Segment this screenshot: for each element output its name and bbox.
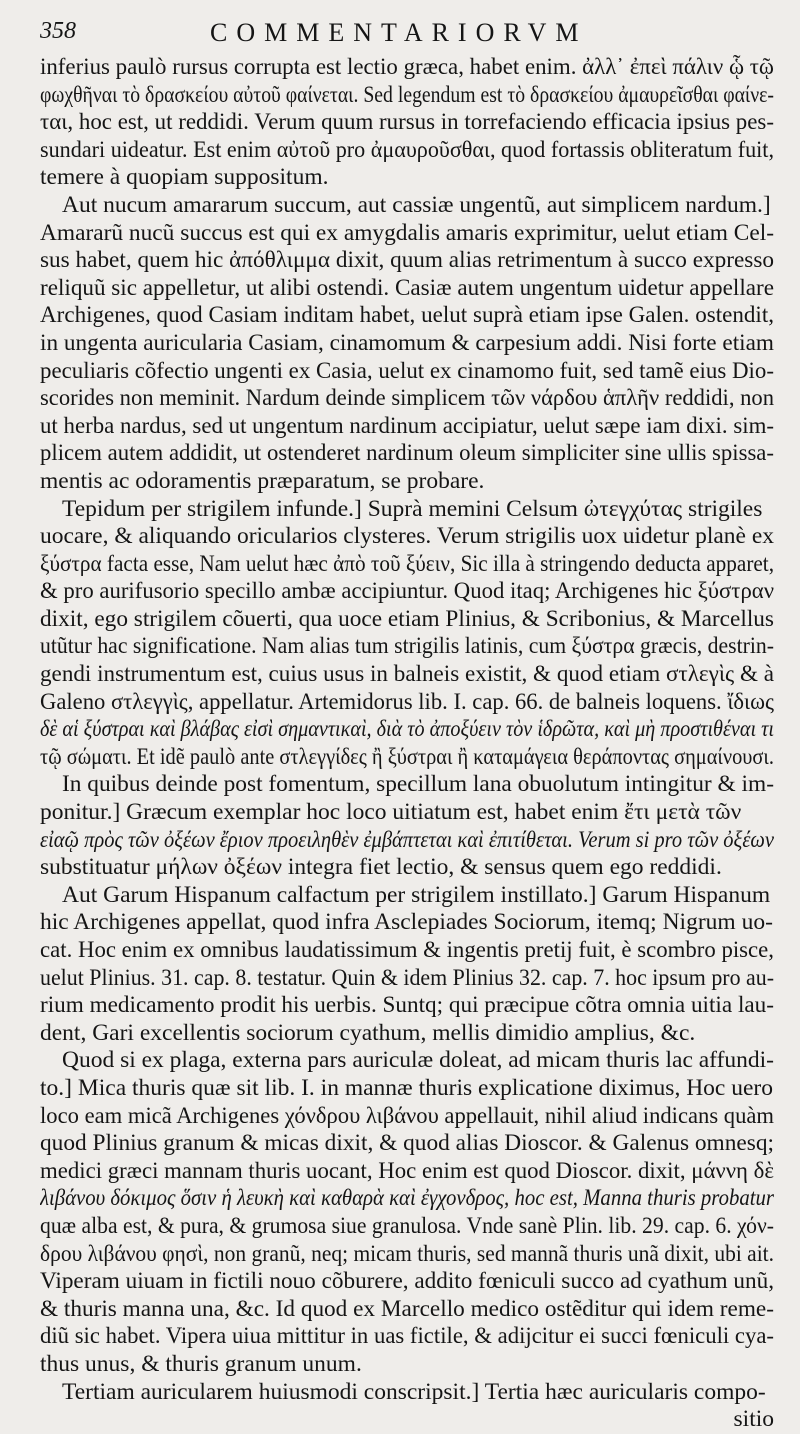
- text-line: utũtur hac significatione. Nam alias tum strigilis latinis, cum ξύστρα græcis, destrin-: [40, 633, 774, 660]
- greek-line: δὲ αἱ ξύστραι καὶ βλάβας εἰσὶ σημαντικαὶ, διὰ τὸ ἀποξύειν τὸν ἱδρῶτα, καὶ μὴ προστιθέναι τι: [40, 716, 774, 743]
- text-line: quæ alba est, & pura, & grumosa siue granulosa. Vnde sanè Plin. lib. 29. cap. 6. χόν-: [40, 1212, 774, 1239]
- text-line: Viperam uiuam in fictili nouo cõburere, addito fœniculi succo ad cyathum unũ,: [40, 1268, 774, 1295]
- text-line: & pro aurifusorio specillo ambæ accipiuntur. Quod itaq; Archigenes hic ξύστραν: [40, 578, 774, 605]
- lemma-line: In quibus deinde post fomentum, specillum lana obuolutum intingitur & im-: [62, 771, 774, 798]
- text-line: sus habet, quem hic ἀπόθλιμμα dixit, quum alias retrimentum à succo expresso: [40, 247, 774, 274]
- text-line: quod Plinius granum & micas dixit, & quod alias Dioscor. & Galenus omnesq;: [40, 1130, 774, 1157]
- lemma-line: Aut nucum amararum succum, aut cassiæ ungentũ, aut simplicem nardum.]: [62, 191, 771, 218]
- text-line: cat. Hoc enim ex omnibus laudatissimum & ingentis pretij fuit, è scombro pisce,: [40, 937, 774, 963]
- catchword: sitio: [733, 1406, 774, 1433]
- lemma-line: Tepidum per strigilem infunde.] Suprà memini Celsum ὠτεγχύτας strigiles: [62, 495, 763, 522]
- greek-line: λιβάνου δόκιμος ὅσιν ἡ λευκὴ καὶ καθαρὰ καὶ ἐγχονδρος, hoc est, Manna thuris probatur: [40, 1185, 774, 1212]
- lemma-line: Aut Garum Hispanum calfactum per strigilem instillato.] Garum Hispanum: [62, 881, 771, 908]
- text-line: sundari uideatur. Est enim αὐτοῦ pro ἀμαυροῦσθαι, quod fortassis obliteratum fuit,: [40, 136, 774, 163]
- text-line: Galeno στλεγγὶς, appellatur. Artemidorus lib. I. cap. 66. de balneis loquens. ἴδιως: [40, 688, 774, 715]
- text-line: inferius paulò rursus corrupta est lectio græca, habet enim. ἀλλ᾽ ἐπεὶ πάλιν ᾧ τῷ: [40, 54, 774, 80]
- page-header: [40, 18, 774, 54]
- text-line: ξύστρα facta esse, Nam uelut hæc ἀπὸ τοῦ ξύειν, Sic illa à stringendo deducta apparet,: [40, 550, 774, 577]
- text-line: uelut Plinius. 31. cap. 8. testatur. Quin & idem Plinius 32. cap. 7. hoc ipsum pro au-: [40, 964, 774, 991]
- text-line: gendi instrumentum est, cuius usus in balneis existit, & quod etiam στλεγὶς & à: [40, 661, 774, 688]
- text-line: diũ sic habet. Vipera uiua mittitur in uas fictile, & adijcitur ei succi fœniculi cya-: [40, 1323, 774, 1350]
- text-line: & thuris manna una, &c. Id quod ex Marcello medico ostẽditur qui idem reme-: [40, 1295, 774, 1322]
- text-line: peculiaris cõfectio ungenti ex Casia, uelut ex cinamomo fuit, sed tamẽ eius Dio-: [40, 357, 774, 384]
- text-line: rium medicamento prodit his uerbis. Suntq; qui præcipue cõtra omnia uitia lau-: [40, 992, 774, 1019]
- text-line: ται, hoc est, ut reddidi. Verum quum rursus in torrefaciendo efficacia ipsius pes-: [40, 109, 774, 136]
- text-line: thus unus, & thuris granum unum.: [40, 1350, 362, 1377]
- greek-line: εἰαῷ πρὸς τῶν ὀξέων ἔριον προειληθὲν ἐμβάπτεται καὶ ἐπιτίθεται. Verum si pro τῶν ὀξέων: [40, 826, 774, 853]
- text-line: plicem autem addidit, ut ostenderet nardinum oleum simpliciter sine ullis spissa-: [40, 440, 774, 467]
- page-number: 358: [40, 18, 76, 44]
- text-line: dent, Gari excellentis sociorum cyathum, mellis dimidio amplius, &c.: [40, 1019, 696, 1046]
- text-line: ut herba nardus, sed ut ungentum nardinum accipiatur, uelut sæpe iam dixi. sim-: [40, 412, 774, 439]
- text-line: φωχθῆναι τὸ δρασκείου αὐτοῦ φαίνεται. Sed legendum est τὸ δρασκείου ἀμαυρεῖσθαι φαίνε-: [40, 81, 774, 108]
- text-line: ponitur.] Græcum exemplar hoc loco uitiatum est, habet enim ἔτι μετὰ τῶν: [40, 799, 742, 826]
- text-line: uocare, & aliquando oricularios clysteres. Verum strigilis uox uidetur planè ex: [40, 523, 774, 550]
- text-line: reliquũ sic appelletur, ut alibi ostendi. Casiæ autem ungentum uidetur appellare: [40, 274, 774, 301]
- text-line: mentis ac odoramentis præparatum, se probare.: [40, 467, 485, 494]
- text-line: medici græci mannam thuris uocant, Hoc enim est quod Dioscor. dixit, μάννη δὲ: [40, 1157, 774, 1184]
- text-line: Archigenes, quod Casiam inditam habet, uelut suprà etiam ipse Galen. ostendit,: [40, 302, 774, 329]
- text-line: in ungenta auricularia Casiam, cinamomum & carpesium addi. Nisi forte etiam: [40, 329, 774, 356]
- text-line: temere à quopiam suppositum.: [40, 164, 329, 191]
- text-line: τῷ σώματι. Et idẽ paulò ante στλεγγίδες ἢ ξύστραι ἢ καταμάγεια θεράποντας σημαίνουσι.: [40, 743, 774, 770]
- text-line: δρου λιβάνου φησὶ, non granũ, neq; micam thuris, sed mannã thuris unã dixit, ubi ait.: [40, 1240, 774, 1267]
- text-line: substituatur μήλων ὀξέων integra fiet lectio, & sensus quem ego reddidi.: [40, 854, 722, 881]
- text-line: to.] Mica thuris quæ sit lib. I. in mannæ thuris explicatione diximus, Hoc uero: [40, 1074, 773, 1101]
- body-text: [40, 54, 774, 1434]
- lemma-line: Tertiam auricularem huiusmodi conscripsit.] Tertia hæc auricularis compo-: [62, 1378, 766, 1405]
- text-line: Amararũ nucũ succus est qui ex amygdalis amaris exprimitur, uelut etiam Cel-: [40, 219, 774, 246]
- text-line: scorides non meminit. Nardum deinde simplicem τῶν νάρδου ἁπλῆν reddidi, non: [40, 385, 774, 412]
- lemma-line: Quod si ex plaga, externa pars auriculæ doleat, ad micam thuris lac affundi-: [62, 1047, 774, 1074]
- text-line: dixit, ego strigilem cõuerti, qua uoce etiam Plinius, & Scribonius, & Marcellus: [40, 605, 774, 632]
- text-line: hic Archigenes appellat, quod infra Asclepiades Sociorum, itemq; Nigrum uo-: [40, 909, 773, 936]
- text-line: loco eam micã Archigenes χόνδρου λιβάνου appellauit, nihil aliud indicans quàm: [40, 1102, 774, 1129]
- running-title: COMMENTARIORVM: [210, 18, 588, 47]
